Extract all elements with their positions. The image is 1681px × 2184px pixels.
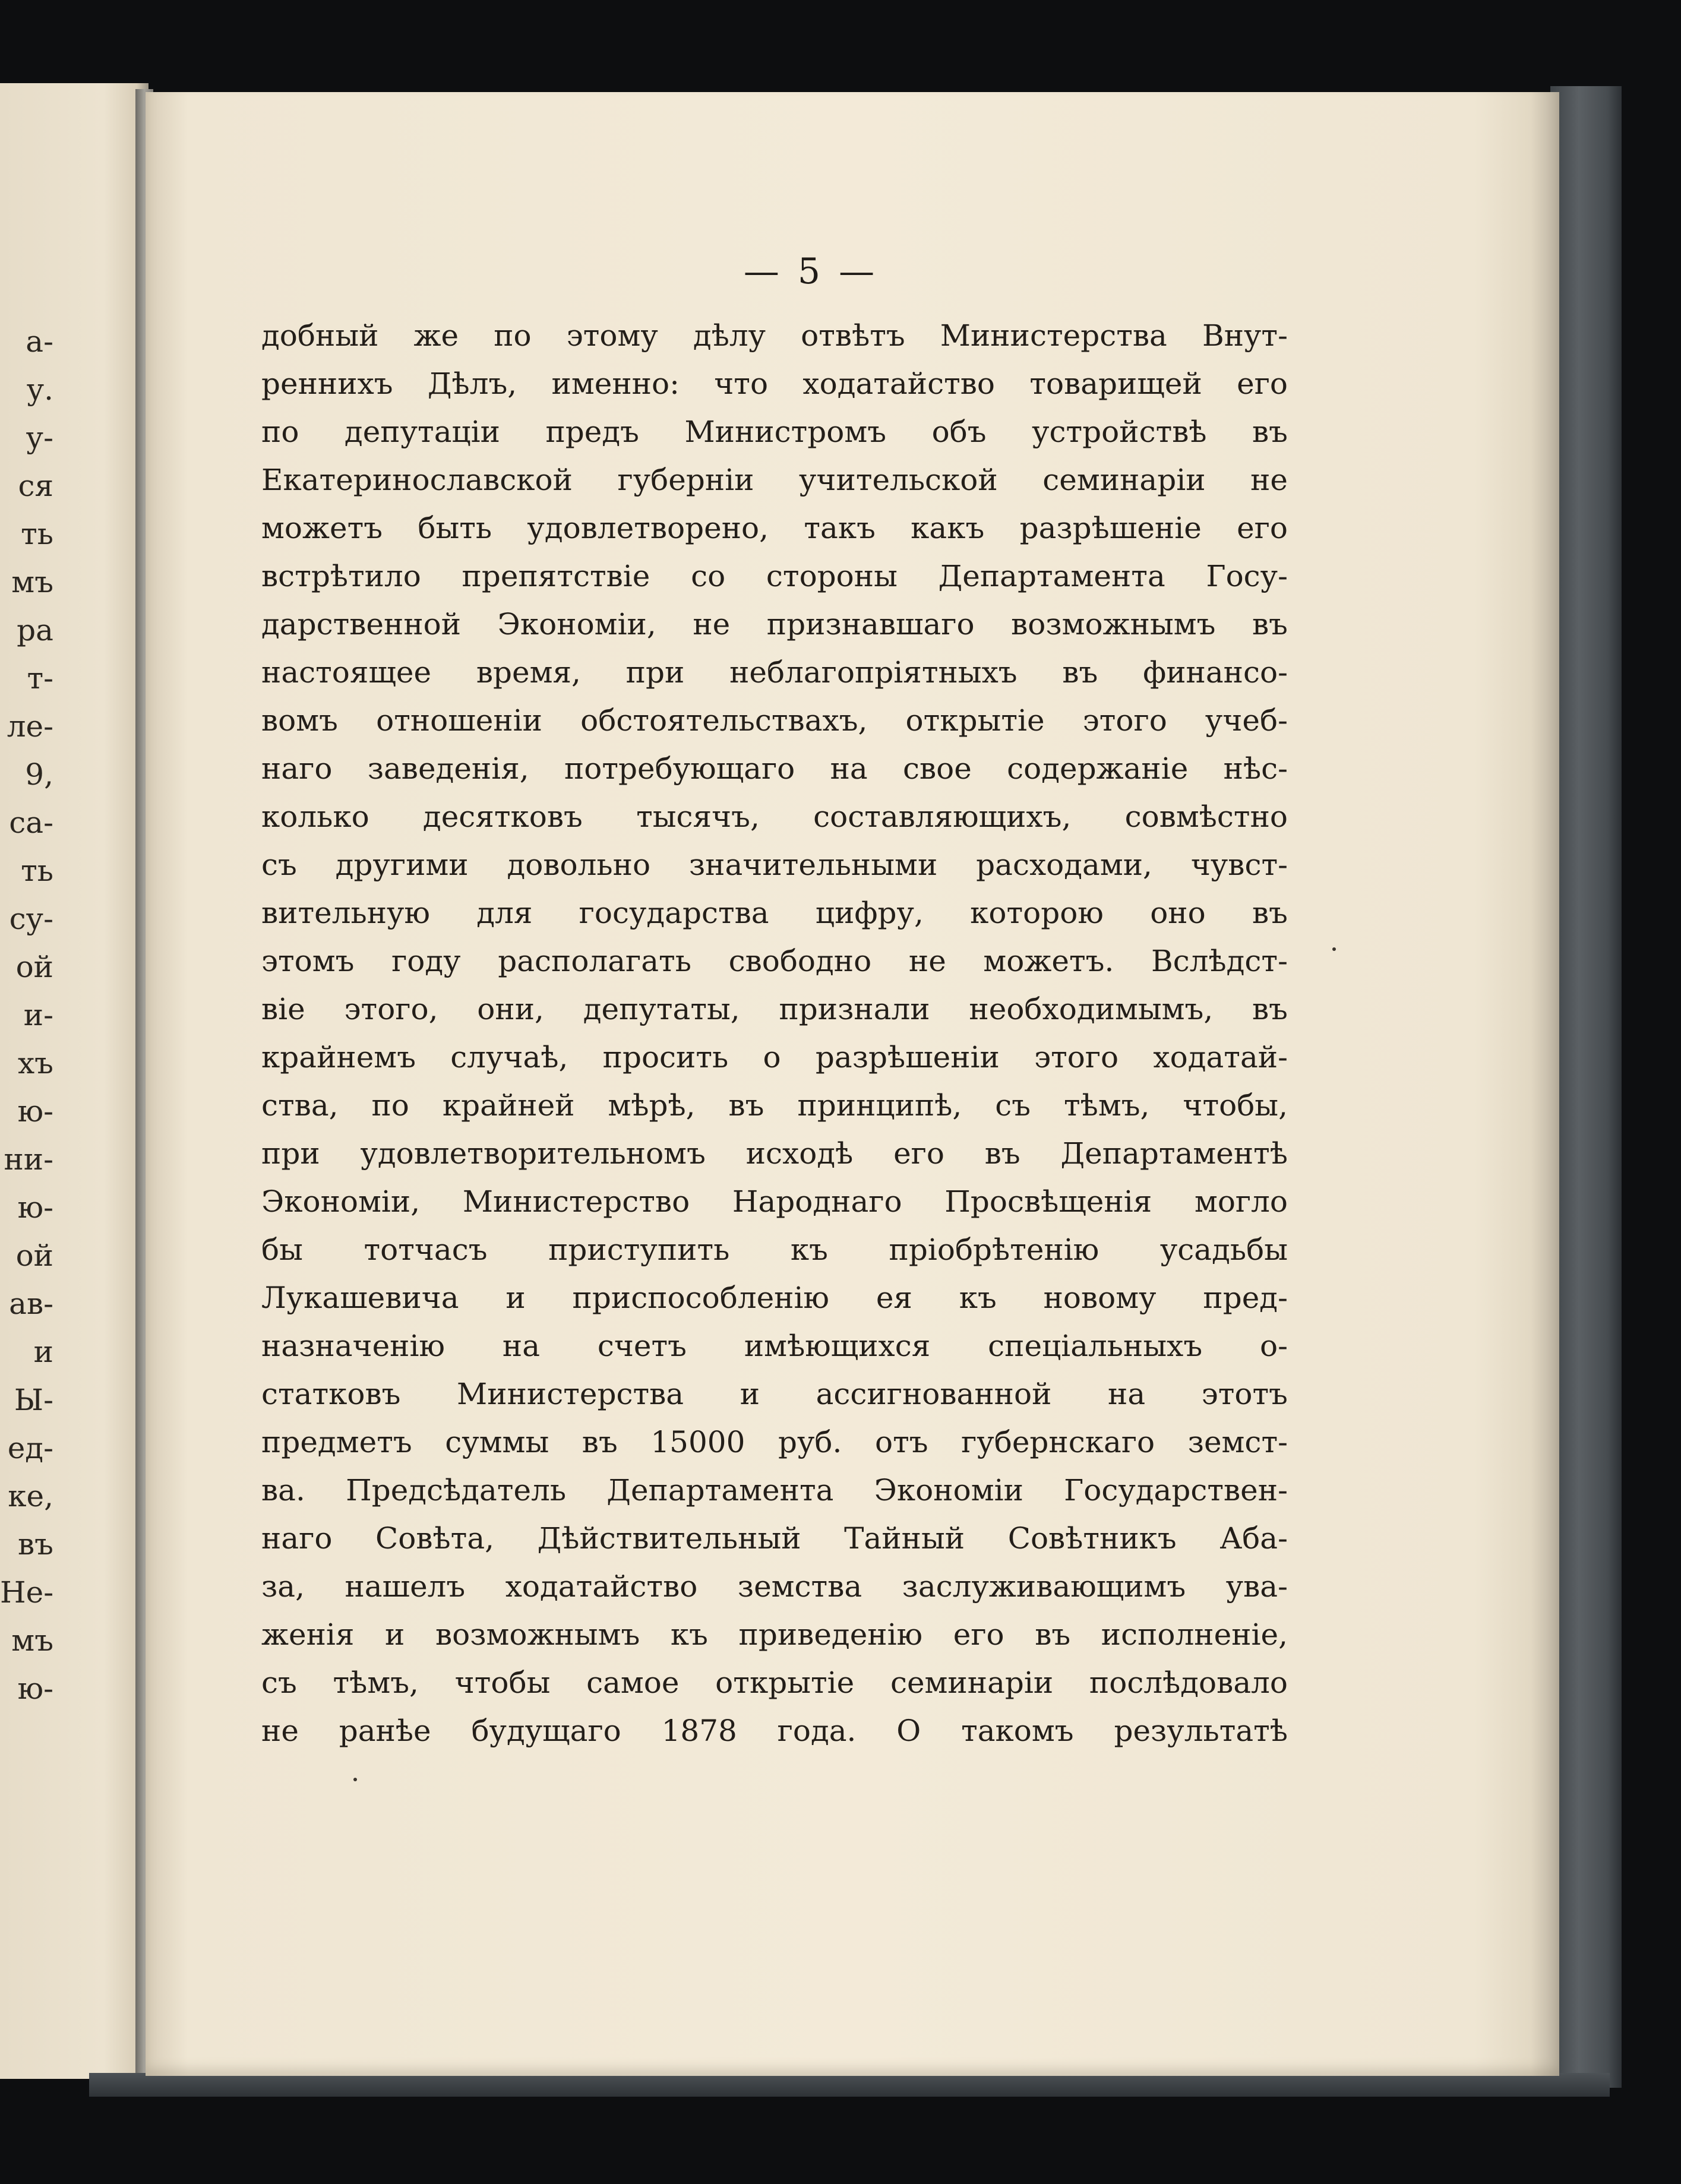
previous-page-fragment: у. xyxy=(26,372,53,407)
text-line: віе этого, они, депутаты, признали необходимымъ, въ xyxy=(261,992,1288,1026)
previous-page-fragment: ни- xyxy=(4,1142,53,1177)
text-line: наго заведенія, потребующаго на свое содержаніе нѣс- xyxy=(261,751,1288,786)
text-line: предметъ суммы въ 15000 руб. отъ губернскаго земст- xyxy=(261,1425,1288,1459)
previous-page-fragment: са- xyxy=(9,805,53,840)
text-line: реннихъ Дѣлъ, именно: что ходатайство товарищей его xyxy=(261,366,1288,401)
previous-page-fragment: мъ xyxy=(11,565,53,599)
previous-page-fragment: ой xyxy=(15,1238,53,1273)
previous-page-fragment: а- xyxy=(26,324,53,359)
page-number: — 5 — xyxy=(743,251,879,292)
previous-page-fragment: ед- xyxy=(7,1431,53,1465)
text-line: колько десятковъ тысячъ, составляющихъ, совмѣстно xyxy=(261,799,1288,834)
previous-page-fragment: су- xyxy=(9,902,53,936)
text-line: вительную для государства цифру, которою оно въ xyxy=(261,896,1288,930)
previous-page-fragment: ле- xyxy=(7,709,53,744)
text-line: наго Совѣта, Дѣйствительный Тайный Совѣтникъ Аба- xyxy=(261,1521,1288,1556)
previous-page-fragment: ть xyxy=(21,517,53,551)
previous-page-fragment: ра xyxy=(17,613,53,647)
text-line: статковъ Министерства и ассигнованной на этотъ xyxy=(261,1377,1288,1411)
previous-page-fragment: Ы- xyxy=(14,1383,53,1417)
previous-page-text xyxy=(0,318,53,1713)
previous-page-fragment: ой xyxy=(15,950,53,984)
previous-page-fragment: ке, xyxy=(8,1479,53,1513)
book-page xyxy=(146,92,1559,2076)
text-line: настоящее время, при неблагопріятныхъ въ финансо- xyxy=(261,655,1288,690)
text-line: не ранѣе будущаго 1878 года. О такомъ результатѣ xyxy=(261,1714,1288,1748)
text-line: вомъ отношеніи обстоятельствахъ, открытіе этого учеб- xyxy=(261,703,1288,738)
text-line: ва. Предсѣдатель Департамента Экономіи Государствен- xyxy=(261,1473,1288,1507)
text-line: встрѣтило препятствіе со стороны Департамента Госу- xyxy=(261,559,1288,593)
text-line: съ другими довольно значительными расходами, чувст- xyxy=(261,848,1288,882)
book-cover-bottom-edge xyxy=(89,2073,1610,2097)
previous-page-fragment: и- xyxy=(23,998,53,1032)
previous-page-fragment: т- xyxy=(27,661,53,696)
previous-page-edge xyxy=(0,83,148,2079)
previous-page-fragment: мъ xyxy=(11,1623,53,1658)
text-line: можетъ быть удовлетворено, такъ какъ разрѣшеніе его xyxy=(261,511,1288,545)
text-line: за, нашелъ ходатайство земства заслуживающимъ ува- xyxy=(261,1569,1288,1604)
previous-page-fragment: ся xyxy=(18,469,53,503)
text-line: съ тѣмъ, чтобы самое открытіе семинаріи послѣдовало xyxy=(261,1665,1288,1700)
previous-page-fragment: ав- xyxy=(9,1287,53,1321)
previous-page-fragment: ю- xyxy=(17,1094,53,1129)
text-line: назначенію на счетъ имѣющихся спеціальныхъ о- xyxy=(261,1329,1288,1363)
previous-page-fragment: у- xyxy=(26,421,53,455)
text-line: Екатеринославской губерніи учительской семинаріи не xyxy=(261,463,1288,497)
page-body-text xyxy=(261,312,1288,1755)
text-line: бы тотчасъ приступить къ пріобрѣтенію усадьбы xyxy=(261,1232,1288,1267)
text-line: добный же по этому дѣлу отвѣтъ Министерства Внут- xyxy=(261,318,1288,353)
text-line: этомъ году располагать свободно не можетъ. Вслѣдст- xyxy=(261,944,1288,978)
previous-page-fragment: ю- xyxy=(17,1671,53,1706)
text-line: Экономіи, Министерство Народнаго Просвѣщенія могло xyxy=(261,1184,1288,1219)
paper-speck xyxy=(353,1778,357,1781)
previous-page-fragment: въ xyxy=(18,1527,53,1562)
text-line: крайнемъ случаѣ, просить о разрѣшеніи этого ходатай- xyxy=(261,1040,1288,1074)
book-cover-edge xyxy=(1550,86,1622,2088)
text-line: дарственной Экономіи, не признавшаго возможнымъ въ xyxy=(261,607,1288,641)
text-line: женія и возможнымъ къ приведенію его въ исполненіе, xyxy=(261,1617,1288,1652)
paper-speck xyxy=(1332,947,1336,951)
text-line: по депутаціи предъ Министромъ объ устройствѣ въ xyxy=(261,415,1288,449)
previous-page-fragment: ю- xyxy=(17,1190,53,1225)
previous-page-fragment: 9, xyxy=(25,757,53,792)
previous-page-fragment: Не- xyxy=(0,1575,54,1610)
previous-page-fragment: хъ xyxy=(17,1046,53,1080)
previous-page-fragment: ть xyxy=(21,854,53,888)
previous-page-fragment: и xyxy=(33,1335,53,1369)
text-line: при удовлетворительномъ исходѣ его въ Департаментѣ xyxy=(261,1136,1288,1171)
text-line: Лукашевича и приспособленію ея къ новому пред- xyxy=(261,1281,1288,1315)
text-line: ства, по крайней мѣрѣ, въ принципѣ, съ тѣмъ, чтобы, xyxy=(261,1088,1288,1123)
